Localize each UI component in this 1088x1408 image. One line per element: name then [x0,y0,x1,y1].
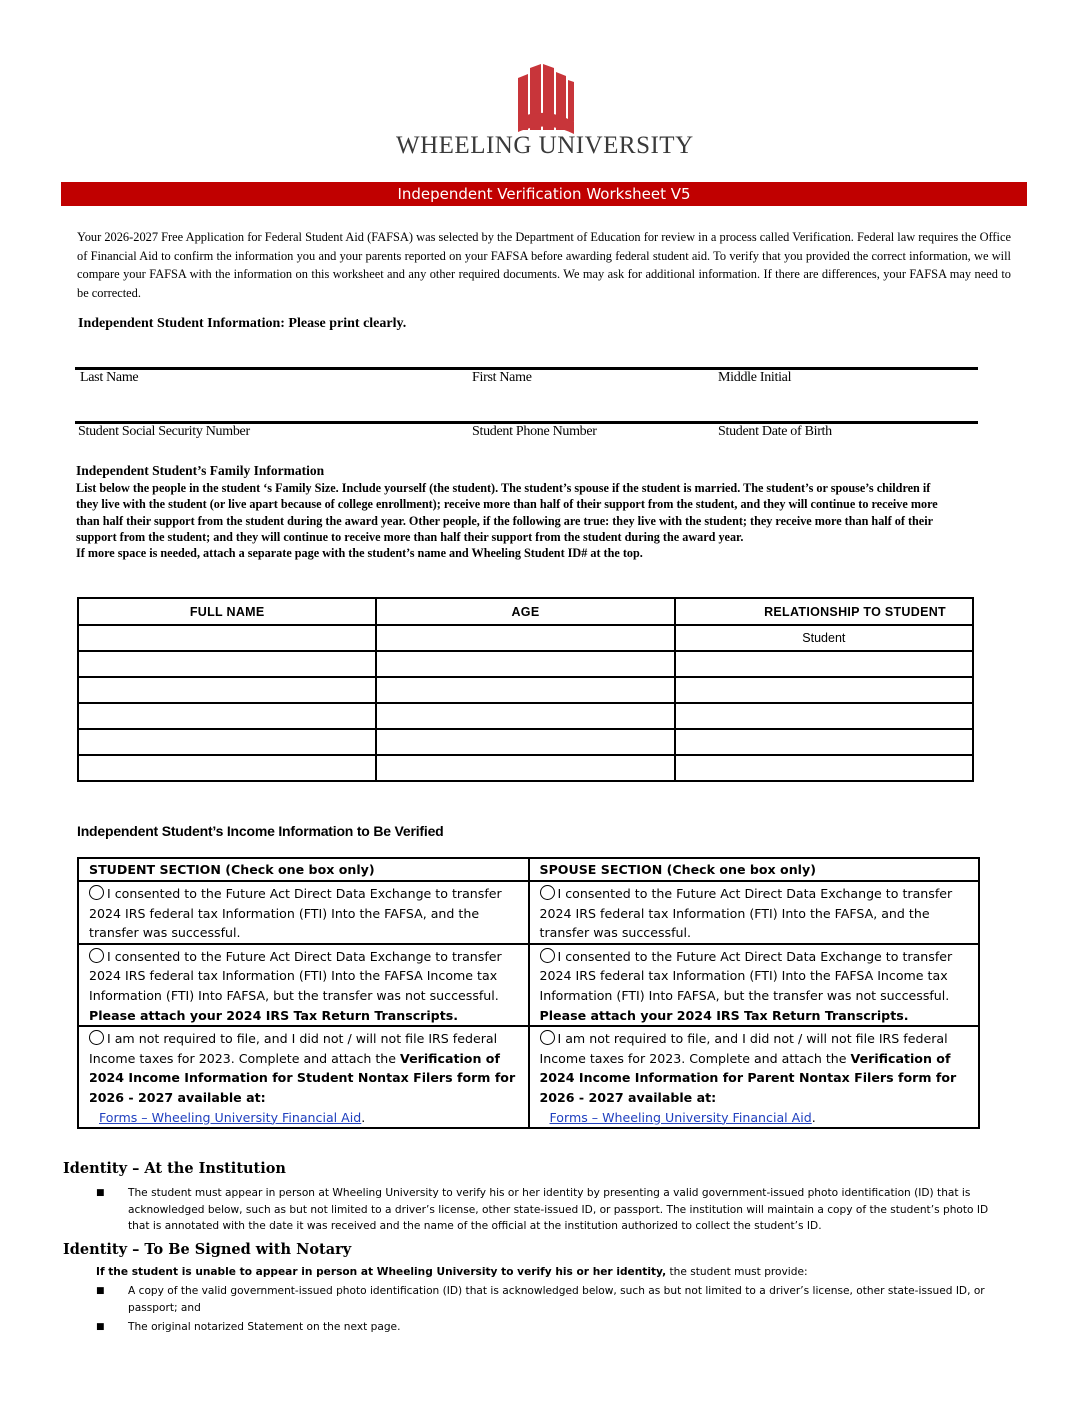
relationship-cell[interactable] [675,729,973,755]
spouse-option-nonfiler[interactable]: I am not required to file, and I did not / will not file IRS federal Income taxes for 2023. Complete and attach the Verification of 2024 Income Information for Parent Nontax Filers form for 2026 - 2027 available at: Forms – Wheeling University Financial Aid. [529,1026,980,1128]
radio-button[interactable] [540,885,555,900]
radio-button[interactable] [540,1030,555,1045]
last-name-field[interactable]: Last Name [80,370,139,385]
table-row [78,755,973,781]
income-option-row [78,1026,979,1128]
table-row [78,651,973,677]
identity-notary-list [96,1283,1008,1336]
age-cell[interactable] [376,625,674,651]
table-row [78,625,973,651]
age-cell[interactable] [376,755,674,781]
spouse-option-ddx-success[interactable]: I consented to the Future Act Direct Data Exchange to transfer 2024 IRS federal tax Information (FTI) Into the FAFSA, and the transfer was successful. [529,881,980,944]
student-option-ddx-success[interactable]: I consented to the Future Act Direct Data Exchange to transfer 2024 IRS federal tax Information (FTI) Into the FAFSA, and the transfer was successful. [78,881,529,944]
table-row [78,703,973,729]
column-header-age: AGE [376,598,674,625]
column-header-full-name: FULL NAME [78,598,376,625]
relationship-cell[interactable] [675,703,973,729]
full-name-cell[interactable] [78,729,376,755]
date-of-birth-field[interactable]: Student Date of Birth [718,424,832,439]
relationship-cell[interactable] [675,677,973,703]
university-logo [396,62,692,162]
student-section-header: STUDENT SECTION (Check one box only) [78,858,529,881]
financial-aid-forms-link[interactable]: Forms – Wheeling University Financial Aid [99,1109,362,1125]
middle-initial-field[interactable]: Middle Initial [718,370,792,385]
student-option-nonfiler[interactable]: I am not required to file, and I did not / will not file IRS federal Income taxes for 2023. Complete and attach the Verification of 2024 Income Information for Student Nontax Filers form for 2026 - 2027 available at: Forms – Wheeling University Financial Aid. [78,1026,529,1128]
age-cell[interactable] [376,703,674,729]
family-info-text [76,480,940,561]
worksheet-title-banner: Independent Verification Worksheet V5 [61,182,1027,206]
ssn-field[interactable]: Student Social Security Number [78,424,250,439]
student-option-ddx-failed[interactable]: I consented to the Future Act Direct Data Exchange to transfer 2024 IRS federal tax Information (FTI) Into the FAFSA Income tax Information (FTI) Into FAFSA, but the transfer was not successful. Please attach your 2024 IRS Tax Return Transcripts. [78,944,529,1026]
income-option-row [78,881,979,944]
age-cell[interactable] [376,651,674,677]
radio-button[interactable] [89,885,104,900]
identity-institution-heading: Identity – At the Institution [63,1160,286,1177]
notary-lead-text: If the student is unable to appear in person at Wheeling University to verify his or her identity, the student must provide: [96,1266,808,1278]
full-name-cell[interactable] [78,703,376,729]
identity-notary-heading: Identity – To Be Signed with Notary [63,1241,352,1258]
list-item: ■ The student must appear in person at Wheeling University to verify his or her identity by presenting a valid government-issued photo identification (ID) that is acknowledged below, such as but not limited to a driver’s license, other state-issued ID, or passport. The institution will maintain a copy of the student’s photo ID that is annotated with the date it was received and the name of the official at the institution authorized to collect the student’s ID. [96,1187,989,1232]
age-cell[interactable] [376,729,674,755]
bullet-icon: ■ [96,1188,105,1198]
full-name-cell[interactable] [78,651,376,677]
list-item: ■ A copy of the valid government-issued photo identification (ID) that is acknowledged below, such as but not limited to a driver’s license, other state-issued ID, or passport; and [96,1285,985,1314]
income-info-heading: Independent Student’s Income Information to Be Verified [77,823,444,839]
table-row [78,677,973,703]
bullet-icon: ■ [96,1322,105,1332]
relationship-cell[interactable]: Student [675,625,973,651]
spouse-option-ddx-failed[interactable]: I consented to the Future Act Direct Data Exchange to transfer 2024 IRS federal tax Information (FTI) Into the FAFSA Income tax Information (FTI) Into FAFSA, but the transfer was not successful. Please attach your 2024 IRS Tax Return Transcripts. [529,944,980,1026]
list-item: ■ The original notarized Statement on the next page. [96,1319,1008,1336]
income-table-header-row [78,858,979,881]
intro-paragraph: Your 2026-2027 Free Application for Federal Student Aid (FAFSA) was selected by the Department of Education for review in a process called Verification. Federal law requires the Office of Financial Aid to confirm the information you and your parents reported on your FAFSA before awarding federal student aid. To verify that you provided the correct information, we will compare your FAFSA with the information on this worksheet and any other required documents. We may ask for additional information. If there are differences, your FAFSA may need to be corrected. [77,230,1011,300]
family-members-table [77,597,974,782]
first-name-field[interactable]: First Name [472,370,532,385]
wheeling-tower-icon [516,62,576,134]
identity-institution-list [96,1185,1008,1235]
full-name-cell[interactable] [78,755,376,781]
income-option-row [78,944,979,1026]
radio-button[interactable] [89,1030,104,1045]
relationship-cell[interactable] [675,651,973,677]
student-info-heading: Independent Student Information: Please print clearly. [78,316,407,331]
full-name-cell[interactable] [78,677,376,703]
bullet-icon: ■ [96,1286,105,1296]
financial-aid-forms-link[interactable]: Forms – Wheeling University Financial Aid [549,1109,812,1125]
full-name-cell[interactable] [78,625,376,651]
family-info-heading: Independent Student’s Family Information [76,463,325,478]
spouse-section-header: SPOUSE SECTION (Check one box only) [529,858,980,881]
logo-wordmark: WHEELING UNIVERSITY [396,132,694,159]
family-instructions: List below the people in the student ‘s Family Size. Include yourself (the student). The student’s spouse if the student is married. The student’s or spouse’s children if they live with the student (or live apart because of college enrollment); receive more than half of their support from the student, and they will continue to receive more than half their support from the student during the award year. Other people, if the following are true: they live with the student; they receive more than half of their support from the student; and they will continue to receive more than half their support from the student during the award year. [76,481,938,544]
table-row [78,729,973,755]
phone-number-field[interactable]: Student Phone Number [472,424,597,439]
column-header-relationship: RELATIONSHIP TO STUDENT [675,598,973,625]
radio-button[interactable] [89,948,104,963]
radio-button[interactable] [540,948,555,963]
family-extra-space-note: If more space is needed, attach a separate page with the student’s name and Wheeling Student ID# at the top. [76,546,643,561]
age-cell[interactable] [376,677,674,703]
income-verification-table [77,857,980,1129]
relationship-cell[interactable] [675,755,973,781]
family-table-header-row [78,598,973,625]
